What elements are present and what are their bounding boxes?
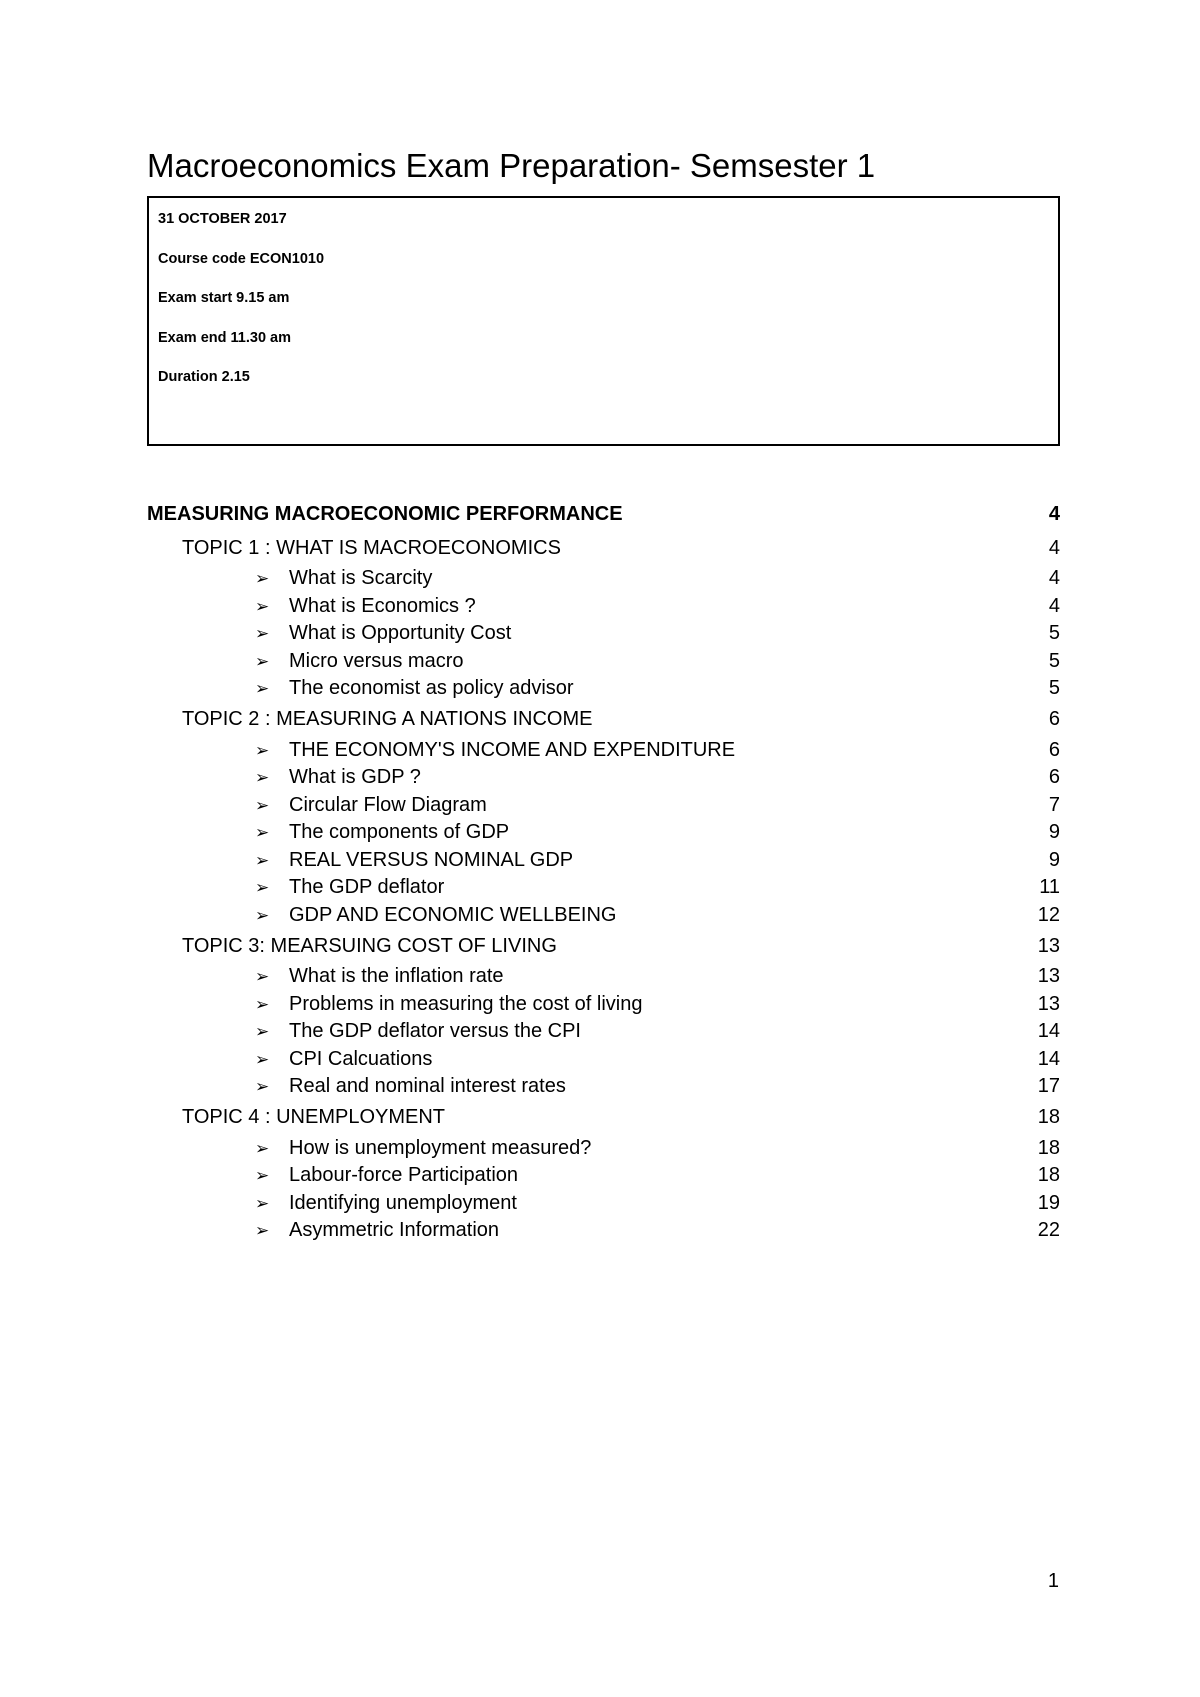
toc-item-label: The GDP deflator	[289, 876, 445, 899]
arrow-bullet-icon: ➢	[255, 823, 270, 844]
toc-item-label: What is Scarcity	[289, 567, 433, 590]
arrow-bullet-icon: ➢	[255, 1166, 270, 1187]
toc-item-row[interactable]	[147, 764, 1060, 792]
arrow-bullet-icon: ➢	[255, 1077, 270, 1098]
arrow-bullet-icon: ➢	[255, 878, 270, 899]
toc-section-row[interactable]	[147, 498, 1060, 531]
toc-item-page: 14	[1037, 1020, 1060, 1043]
toc-item-row[interactable]	[147, 963, 1060, 991]
toc-item-label: Asymmetric Information	[289, 1219, 500, 1242]
arrow-bullet-icon: ➢	[255, 850, 270, 871]
toc-item-label: REAL VERSUS NOMINAL GDP	[289, 848, 574, 871]
toc-item-row[interactable]	[147, 1190, 1060, 1218]
toc-item-label: What is Economics ?	[289, 594, 476, 617]
toc-item-page: 9	[1048, 848, 1060, 871]
toc-item-page: 9	[1048, 821, 1060, 844]
arrow-bullet-icon: ➢	[255, 740, 270, 761]
toc-item-entry	[255, 1048, 432, 1071]
toc-topic-label: TOPIC 1 : WHAT IS MACROECONOMICS	[182, 536, 561, 559]
toc-item-page: 13	[1037, 965, 1060, 988]
toc-item-entry	[255, 904, 616, 927]
toc-section-page: 4	[1048, 503, 1060, 525]
toc-item-entry	[255, 677, 574, 700]
toc-item-label: What is GDP ?	[289, 766, 421, 789]
arrow-bullet-icon: ➢	[255, 1049, 270, 1070]
toc-item-label: What is Opportunity Cost	[289, 622, 512, 645]
exam-info-box	[147, 196, 1060, 446]
toc-item-label: Problems in measuring the cost of living	[289, 992, 643, 1015]
toc-topic-page: 6	[1048, 708, 1060, 730]
arrow-bullet-icon: ➢	[255, 905, 270, 926]
toc-item-label: Labour-force Participation	[289, 1164, 519, 1187]
toc-item-page: 22	[1037, 1219, 1060, 1242]
toc-item-entry	[255, 739, 735, 762]
toc-item-entry	[255, 1075, 566, 1098]
toc-item-page: 11	[1039, 876, 1060, 899]
toc-topic-row[interactable]	[147, 703, 1060, 737]
toc-item-label: THE ECONOMY'S INCOME AND EXPENDITURE	[289, 738, 736, 761]
toc-item-row[interactable]	[147, 648, 1060, 676]
arrow-bullet-icon: ➢	[255, 624, 270, 645]
toc-item-page: 18	[1037, 1164, 1060, 1187]
toc-item-entry	[255, 876, 444, 899]
toc-item-row[interactable]	[147, 593, 1060, 621]
toc-item-entry	[255, 622, 511, 645]
toc-item-row[interactable]	[147, 874, 1060, 902]
toc-item-entry	[255, 849, 573, 872]
toc-item-page: 6	[1048, 766, 1060, 789]
toc-item-page: 4	[1048, 594, 1060, 617]
toc-item-entry	[255, 1192, 517, 1215]
table-of-contents	[147, 498, 1060, 1245]
toc-topic-label: TOPIC 2 : MEASURING A NATIONS INCOME	[182, 708, 593, 730]
toc-item-label: How is unemployment measured?	[289, 1136, 592, 1159]
toc-item-page: 12	[1037, 903, 1060, 926]
toc-item-label: The components of GDP	[289, 821, 510, 844]
toc-item-label: Identifying unemployment	[289, 1191, 517, 1214]
toc-item-label: Real and nominal interest rates	[289, 1075, 566, 1098]
arrow-bullet-icon: ➢	[255, 1022, 270, 1043]
arrow-bullet-icon: ➢	[255, 967, 270, 988]
toc-item-entry	[255, 1137, 591, 1160]
toc-item-entry	[255, 821, 509, 844]
toc-item-page: 17	[1037, 1075, 1060, 1098]
page-number: 1	[1047, 1570, 1059, 1592]
toc-item-entry	[255, 567, 432, 590]
toc-topic-row[interactable]	[147, 929, 1060, 963]
toc-item-row[interactable]	[147, 1018, 1060, 1046]
course-code: Course code ECON1010	[158, 250, 325, 267]
arrow-bullet-icon: ➢	[255, 596, 270, 617]
toc-item-row[interactable]	[147, 1217, 1060, 1245]
toc-item-entry	[255, 1020, 581, 1043]
arrow-bullet-icon: ➢	[255, 569, 270, 590]
arrow-bullet-icon: ➢	[255, 1221, 270, 1242]
toc-item-label: Micro versus macro	[289, 649, 464, 672]
toc-item-entry	[255, 993, 643, 1016]
toc-item-row[interactable]	[147, 565, 1060, 593]
toc-item-row[interactable]	[147, 737, 1060, 765]
toc-item-entry	[255, 766, 421, 789]
toc-item-row[interactable]	[147, 1073, 1060, 1101]
toc-item-row[interactable]	[147, 1162, 1060, 1190]
arrow-bullet-icon: ➢	[255, 768, 270, 789]
toc-item-label: Circular Flow Diagram	[289, 793, 487, 816]
toc-item-page: 4	[1048, 567, 1060, 590]
toc-item-label: CPI Calcuations	[289, 1047, 433, 1070]
arrow-bullet-icon: ➢	[255, 1193, 270, 1214]
arrow-bullet-icon: ➢	[255, 1138, 270, 1159]
toc-item-row[interactable]	[147, 1135, 1060, 1163]
toc-item-label: The GDP deflator versus the CPI	[289, 1020, 581, 1043]
toc-item-row[interactable]	[147, 675, 1060, 703]
toc-topic-row[interactable]	[147, 1101, 1060, 1135]
toc-item-entry	[255, 650, 463, 673]
toc-item-row[interactable]	[147, 991, 1060, 1019]
toc-item-entry	[255, 595, 476, 618]
toc-item-entry	[255, 1164, 518, 1187]
toc-item-page: 7	[1048, 793, 1060, 816]
exam-end: Exam end 11.30 am	[158, 329, 291, 346]
toc-item-row[interactable]	[147, 792, 1060, 820]
toc-item-entry	[255, 965, 504, 988]
toc-topic-row[interactable]	[147, 531, 1060, 565]
toc-section-label: MEASURING MACROECONOMIC PERFORMANCE	[147, 503, 623, 525]
toc-item-row[interactable]	[147, 902, 1060, 930]
toc-topic-page: 18	[1037, 1106, 1060, 1128]
toc-topic-page: 13	[1037, 934, 1060, 957]
toc-item-entry	[255, 1219, 499, 1242]
toc-item-page: 13	[1037, 992, 1060, 1015]
toc-item-page: 5	[1048, 677, 1060, 700]
toc-topic-label: TOPIC 3: MEARSUING COST OF LIVING	[182, 934, 557, 957]
toc-item-entry	[255, 794, 487, 817]
toc-item-page: 6	[1048, 738, 1060, 761]
toc-item-page: 5	[1048, 622, 1060, 645]
toc-item-row[interactable]	[147, 819, 1060, 847]
toc-item-page: 19	[1037, 1191, 1060, 1214]
toc-topic-page: 4	[1048, 536, 1060, 559]
toc-item-label: The economist as policy advisor	[289, 677, 574, 700]
toc-item-row[interactable]	[147, 1046, 1060, 1074]
toc-item-page: 18	[1037, 1136, 1060, 1159]
toc-item-row[interactable]	[147, 847, 1060, 875]
toc-item-page: 5	[1048, 649, 1060, 672]
toc-item-row[interactable]	[147, 620, 1060, 648]
toc-item-label: What is the inflation rate	[289, 965, 504, 988]
toc-topic-label: TOPIC 4 : UNEMPLOYMENT	[182, 1106, 446, 1128]
exam-start: Exam start 9.15 am	[158, 290, 290, 306]
arrow-bullet-icon: ➢	[255, 994, 270, 1015]
exam-date: 31 OCTOBER 2017	[158, 211, 287, 227]
arrow-bullet-icon: ➢	[255, 651, 270, 672]
arrow-bullet-icon: ➢	[255, 679, 270, 700]
exam-duration: Duration 2.15	[158, 369, 250, 385]
arrow-bullet-icon: ➢	[255, 795, 270, 816]
toc-item-page: 14	[1037, 1047, 1060, 1070]
toc-item-label: GDP AND ECONOMIC WELLBEING	[289, 903, 617, 926]
page-title: Macroeconomics Exam Preparation- Semsester 1	[147, 147, 876, 184]
